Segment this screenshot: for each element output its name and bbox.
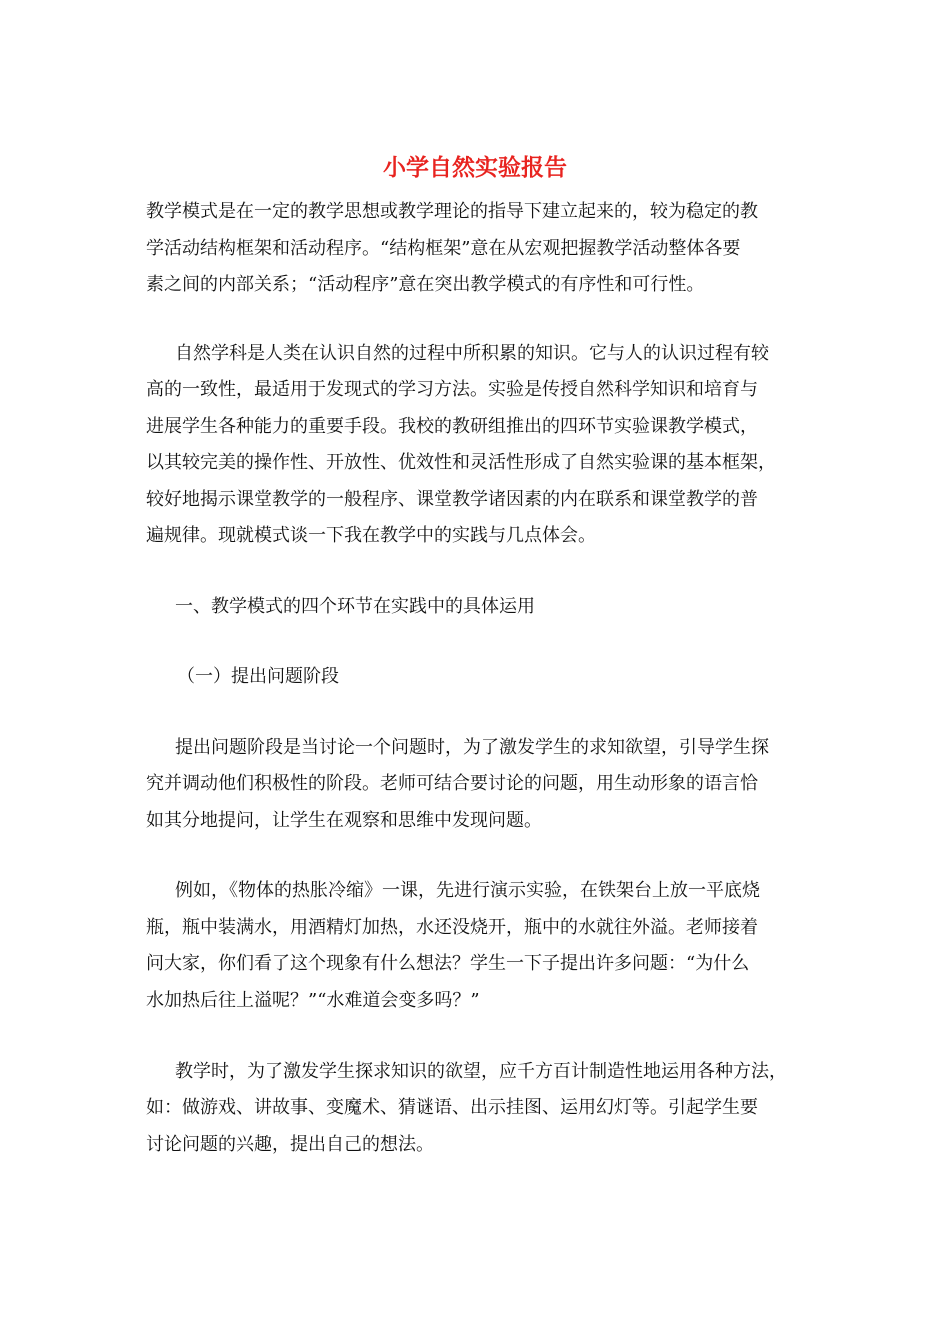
- paragraph-1-line-3: 素之间的内部关系；“活动程序”意在突出教学模式的有序性和可行性。: [146, 274, 705, 295]
- paragraph-2-line-4: 以其较完美的操作性、开放性、优效性和灵活性形成了自然实验课的基本框架，: [146, 452, 776, 473]
- paragraph-4-line-1: 例如，《物体的热胀冷缩》一课，先进行演示实验，在铁架台上放一平底烧: [175, 880, 760, 901]
- paragraph-5-line-1: 教学时，为了激发学生探求知识的欲望，应千方百计制造性地运用各种方法，: [175, 1061, 787, 1082]
- paragraph-1-line-1: 教学模式是在一定的教学思想或教学理论的指导下建立起来的，较为稳定的教: [146, 201, 758, 222]
- paragraph-4-line-3: 问大家，你们看了这个现象有什么想法？学生一下子提出许多问题：“为什么: [146, 953, 750, 974]
- paragraph-4-line-2: 瓶，瓶中装满水，用酒精灯加热，水还没烧开，瓶中的水就往外溢。老师接着: [146, 917, 758, 938]
- paragraph-1-line-2: 学活动结构框架和活动程序。“结构框架”意在从宏观把握教学活动整体各要: [146, 238, 741, 259]
- paragraph-2-line-6: 遍规律。现就模式谈一下我在教学中的实践与几点体会。: [146, 525, 596, 546]
- subsection-heading-1: （一）提出问题阶段: [177, 666, 339, 687]
- paragraph-3-line-2: 究并调动他们积极性的阶段。老师可结合要讨论的问题，用生动形象的语言恰: [146, 773, 758, 794]
- paragraph-5-line-3: 讨论问题的兴趣，提出自己的想法。: [146, 1134, 434, 1155]
- paragraph-3-line-1: 提出问题阶段是当讨论一个问题时，为了激发学生的求知欲望，引导学生探: [175, 737, 769, 758]
- paragraph-2-line-1: 自然学科是人类在认识自然的过程中所积累的知识。它与人的认识过程有较: [175, 343, 769, 364]
- paragraph-3-line-3: 如其分地提问，让学生在观察和思维中发现问题。: [146, 810, 542, 831]
- section-heading-1: 一、教学模式的四个环节在实践中的具体运用: [175, 596, 535, 617]
- paragraph-2-line-5: 较好地揭示课堂教学的一般程序、课堂教学诸因素的内在联系和课堂教学的普: [146, 489, 758, 510]
- paragraph-2-line-2: 高的一致性，最适用于发现式的学习方法。实验是传授自然科学知识和培育与: [146, 379, 758, 400]
- paragraph-5-line-2: 如：做游戏、讲故事、变魔术、猜谜语、出示挂图、运用幻灯等。引起学生要: [146, 1097, 758, 1118]
- paragraph-4-line-4: 水加热后往上溢呢？”“水难道会变多吗？”: [146, 990, 480, 1011]
- document-title: 小学自然实验报告: [383, 154, 567, 181]
- paragraph-2-line-3: 进展学生各种能力的重要手段。我校的教研组推出的四环节实验课教学模式，: [146, 416, 758, 437]
